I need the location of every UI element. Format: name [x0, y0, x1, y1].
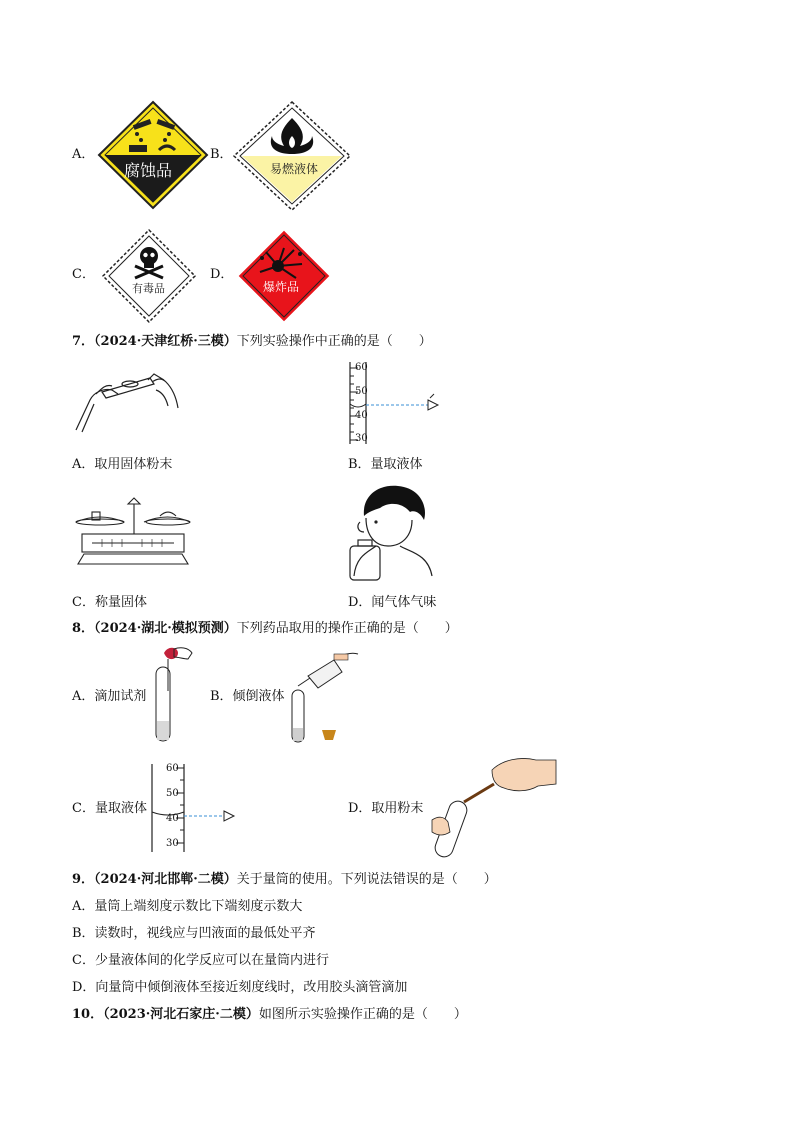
corrosive-sign [97, 100, 209, 210]
q7-cylinder-tick-30: 30 [355, 433, 368, 444]
q8-graduated-cylinder-illustration [148, 762, 240, 854]
option-d-letter: D． [210, 267, 234, 282]
option-c-letter: C． [72, 267, 95, 282]
flammable-liquid-sign [232, 100, 352, 212]
q7-cylinder-tick-50: 50 [355, 386, 368, 397]
explosive-label: 爆炸品 [263, 280, 300, 294]
q9-option-b: B．读数时，视线应与凹液面的最低处平齐 [72, 926, 316, 941]
question-8-header [72, 620, 458, 638]
question-9-stem: 关于量筒的使用。下列说法错误的是（ ） [236, 872, 497, 887]
q7-option-c: C．称量固体 [72, 595, 147, 610]
q8-option-c: C．量取液体 [72, 801, 147, 816]
question-9-number: 9． [72, 872, 95, 887]
toxic-sign [101, 228, 197, 324]
q7-cylinder-tick-60: 60 [355, 362, 368, 373]
question-9-header [72, 871, 497, 889]
question-7-source: （2024·天津红桥·三模） [94, 334, 237, 349]
q7-option-b: B．量取液体 [348, 457, 423, 472]
q8-cylinder-tick-50: 50 [166, 788, 179, 799]
q7-cylinder-tick-40: 40 [355, 410, 368, 421]
powder-paper-trough-illustration [72, 360, 184, 434]
smelling-gas-illustration [346, 482, 440, 582]
question-10-stem: 如图所示实验操作正确的是（ ） [258, 1007, 467, 1022]
question-10-source: （2023·河北石家庄·二模） [103, 1007, 259, 1022]
question-10-number: 10． [72, 1007, 104, 1022]
question-7-stem: 下列实验操作中正确的是（ ） [236, 334, 432, 349]
toxic-label: 有毒品 [132, 282, 165, 295]
q9-option-c: C．少量液体间的化学反应可以在量筒内进行 [72, 953, 329, 968]
q8-option-b: B．倾倒液体 [210, 689, 285, 704]
explosive-sign [236, 228, 332, 324]
q8-option-a: A．滴加试剂 [72, 689, 147, 704]
powder-spatula-illustration [428, 756, 558, 862]
q8-cylinder-tick-40: 40 [166, 813, 179, 824]
q7-option-d: D．闻气体气味 [348, 595, 437, 610]
question-8-number: 8． [72, 621, 95, 636]
question-9-source: （2024·河北邯郸·二模） [94, 872, 237, 887]
question-10-header [72, 1006, 467, 1024]
question-8-source: （2024·湖北·模拟预测） [94, 621, 237, 636]
q9-option-d: D．向量筒中倾倒液体至接近刻度线时，改用胶头滴管滴加 [72, 980, 408, 995]
q8-cylinder-tick-30: 30 [166, 838, 179, 849]
q9-option-a: A．量筒上端刻度示数比下端刻度示数大 [72, 899, 303, 914]
flammable-liquid-label: 易燃液体 [270, 162, 319, 176]
question-7-number: 7． [72, 334, 95, 349]
q8-cylinder-tick-60: 60 [166, 763, 179, 774]
dropper-test-tube-illustration [146, 645, 196, 745]
question-7-header [72, 333, 432, 351]
corrosive-label: 腐蚀品 [124, 161, 173, 180]
balance-weighing-illustration [72, 494, 194, 570]
option-a-letter: A． [72, 147, 95, 162]
pouring-liquid-illustration [288, 646, 360, 746]
question-8-stem: 下列药品取用的操作正确的是（ ） [236, 621, 458, 636]
q7-option-a: A．取用固体粉末 [72, 457, 173, 472]
q8-option-d: D．取用粉末 [348, 801, 424, 816]
option-b-letter: B． [210, 147, 233, 162]
